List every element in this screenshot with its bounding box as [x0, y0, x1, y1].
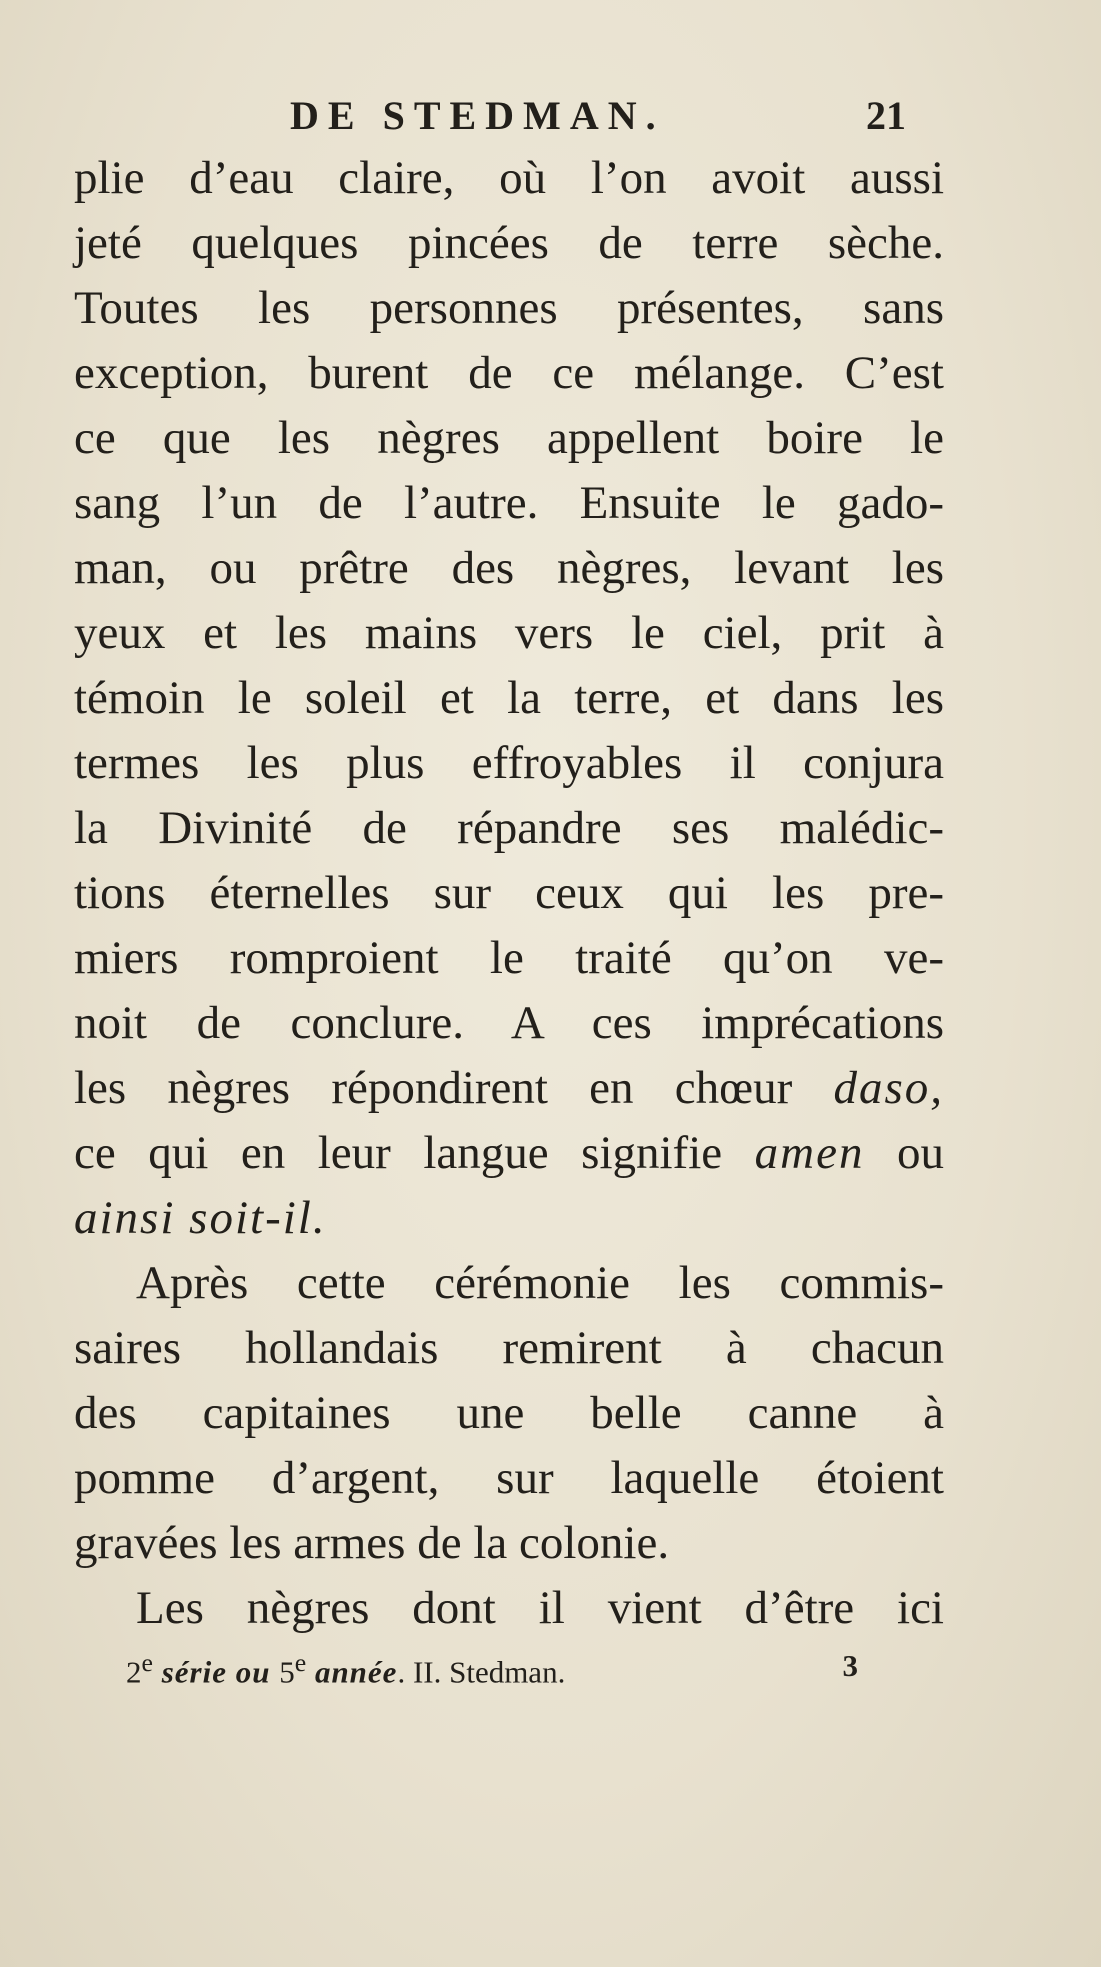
- signature-line: [126, 1648, 858, 1694]
- body-text: [74, 146, 944, 1641]
- signature-superscript: e: [294, 1648, 307, 1677]
- text-line: saires hollandais remirent à chacun: [74, 1322, 944, 1374]
- italic-word: daso,: [833, 1062, 944, 1114]
- signature-year-number: 5: [279, 1654, 295, 1690]
- text-line: Toutes les personnes présentes, sans: [74, 282, 944, 334]
- text-line: man, ou prêtre des nègres, levant les: [74, 542, 944, 594]
- signature-superscript: e: [141, 1648, 153, 1677]
- text-line: [74, 1056, 944, 1121]
- text-line: noit de conclure. A ces imprécations: [74, 997, 944, 1049]
- page-header: [0, 92, 1101, 148]
- paragraph-first-line: Après cette cérémonie les commis-: [136, 1257, 944, 1309]
- text-segment: ce qui en leur langue signifie: [74, 1127, 755, 1179]
- signature-volume: . II. Stedman.: [397, 1654, 566, 1690]
- text-line: yeux et les mains vers le ciel, prit à: [74, 607, 944, 659]
- text-line: des capitaines une belle canne à: [74, 1387, 944, 1439]
- italic-phrase: ainsi soit-il.: [74, 1192, 327, 1244]
- running-title: DE STEDMAN.: [290, 93, 665, 138]
- text-line: [74, 1121, 944, 1186]
- text-segment: les nègres répondirent en chœur: [74, 1062, 834, 1114]
- text-segment: ou: [864, 1127, 944, 1179]
- text-line: [74, 1186, 944, 1251]
- signature-mark: 3: [842, 1648, 858, 1683]
- text-line: termes les plus effroyables il conjura: [74, 737, 944, 789]
- italic-word: amen: [754, 1127, 865, 1179]
- text-line: gravées les armes de la colonie.: [74, 1517, 670, 1569]
- signature-year: année: [306, 1654, 398, 1690]
- text-line: témoin le soleil et la terre, et dans les: [74, 672, 944, 724]
- signature-series: série ou: [152, 1654, 280, 1690]
- paragraph-first-line: Les nègres dont il vient d’être ici: [136, 1582, 944, 1634]
- text-line: ce que les nègres appellent boire le: [74, 412, 944, 464]
- text-line: pomme d’argent, sur laquelle étoient: [74, 1452, 944, 1504]
- text-line: tions éternelles sur ceux qui les pre-: [74, 867, 944, 919]
- text-line: exception, burent de ce mélange. C’est: [74, 347, 944, 399]
- text-line: jeté quelques pincées de terre sèche.: [74, 217, 944, 269]
- page-number: 21: [866, 93, 906, 138]
- signature-number: 2: [126, 1654, 142, 1690]
- text-line: miers romproient le traité qu’on ve-: [74, 932, 944, 984]
- text-line: sang l’un de l’autre. Ensuite le gado-: [74, 477, 944, 529]
- text-line: la Divinité de répandre ses malédic-: [74, 802, 944, 854]
- text-line: plie d’eau claire, où l’on avoit aussi: [74, 152, 944, 204]
- printer-signature: [126, 1648, 565, 1690]
